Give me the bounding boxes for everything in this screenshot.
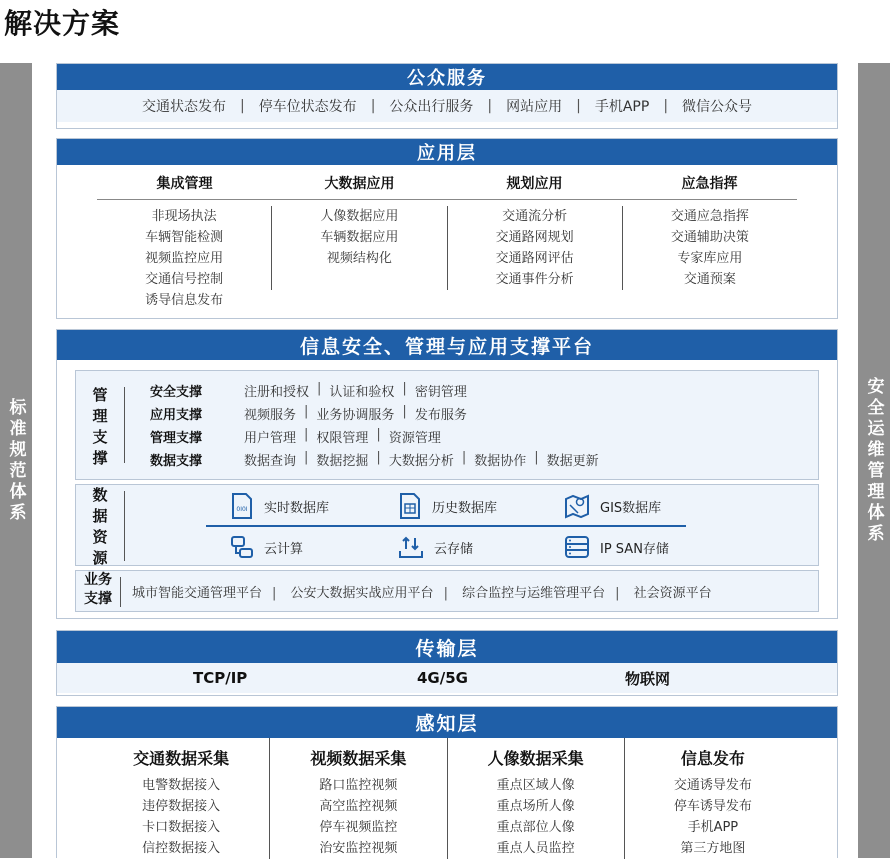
list-item: 视频监控应用 bbox=[145, 251, 224, 266]
business-support-label: 业务支撑 bbox=[84, 572, 112, 607]
list-item: 诱导信息发布 bbox=[145, 293, 224, 308]
list-item: 信控数据接入 bbox=[142, 841, 221, 856]
gis-map-icon bbox=[564, 493, 590, 519]
data-resources-label: 数据资源 bbox=[92, 486, 108, 567]
perception-layer-section bbox=[56, 706, 838, 858]
divider bbox=[124, 387, 125, 463]
security-support-row: 安全支撑 注册和授权 | 认证和验权 | 密钥管理 bbox=[150, 381, 467, 400]
application-column-integrated bbox=[97, 206, 271, 311]
cloud-compute-icon bbox=[230, 535, 254, 559]
transport-item: 物联网 bbox=[625, 669, 671, 688]
list-item: 交通流分析 bbox=[502, 209, 568, 224]
application-column-emergency bbox=[622, 206, 797, 290]
business-support-items: 城市智能交通管理平台 | 公安大数据实战应用平台 | 综合监控与运维管理平台 | 社会资源平台 bbox=[132, 586, 712, 601]
list-item: 交通诱导发布 bbox=[673, 778, 752, 793]
resource-divider-line bbox=[206, 525, 686, 527]
transport-items bbox=[57, 663, 837, 693]
application-column-planning bbox=[447, 206, 622, 290]
list-item: 交通事件分析 bbox=[495, 272, 574, 287]
application-layer-section bbox=[56, 138, 838, 319]
svg-text:0I0I: 0I0I bbox=[236, 506, 248, 513]
list-item: 第三方地图 bbox=[680, 841, 746, 856]
ip-san-item: IP SAN存储 bbox=[564, 535, 669, 559]
application-column-title: 规划应用 bbox=[447, 165, 622, 200]
transport-layer-header: 传输层 bbox=[57, 631, 837, 663]
public-service-header: 公众服务 bbox=[57, 64, 837, 90]
list-item: 重点场所人像 bbox=[496, 799, 575, 814]
application-items bbox=[57, 206, 837, 311]
list-item: 交通辅助决策 bbox=[670, 230, 749, 245]
cloud-compute-item: 云计算 bbox=[230, 535, 303, 559]
list-item: 停车诱导发布 bbox=[673, 799, 752, 814]
security-ops-system-bar bbox=[858, 63, 890, 858]
application-support-row: 应用支撑 视频服务 | 业务协调服务 | 发布服务 bbox=[150, 404, 467, 423]
gis-db-item: GIS数据库 bbox=[564, 493, 661, 519]
list-item: 治安监控视频 bbox=[319, 841, 398, 856]
list-item: 重点人员监控 bbox=[496, 841, 575, 856]
list-item: 人像数据应用 bbox=[320, 209, 399, 224]
public-service-item: 公众出行服务 bbox=[389, 99, 474, 115]
perception-column-traffic: 交通数据采集 电警数据接入 违停数据接入 卡口数据接入 信控数据接入 bbox=[93, 738, 269, 859]
separator: | bbox=[239, 98, 245, 114]
transport-item: 4G/5G bbox=[417, 669, 468, 687]
list-item: 卡口数据接入 bbox=[142, 820, 221, 835]
business-support-box bbox=[75, 570, 819, 612]
perception-layer-header: 感知层 bbox=[57, 707, 837, 738]
public-service-item: 网站应用 bbox=[506, 99, 563, 115]
standards-system-label: 标准规范体系 bbox=[5, 397, 26, 524]
standards-system-bar bbox=[0, 63, 32, 858]
list-item: 停车视频监控 bbox=[319, 820, 398, 835]
management-support-row: 管理支撑 用户管理 | 权限管理 | 资源管理 bbox=[150, 427, 441, 446]
application-column-title: 应急指挥 bbox=[622, 165, 797, 200]
perception-columns bbox=[57, 738, 837, 859]
public-service-item: 手机APP bbox=[594, 99, 650, 115]
realtime-db-item: 0I0I 实时数据库 bbox=[230, 493, 329, 519]
transport-item: TCP/IP bbox=[193, 669, 248, 687]
list-item: 交通路网规划 bbox=[495, 230, 574, 245]
application-column-title: 集成管理 bbox=[97, 165, 272, 200]
management-support-label: 管理支撑 bbox=[92, 386, 108, 467]
public-service-item: 停车位状态发布 bbox=[258, 99, 357, 115]
perception-column-publish: 信息发布 交通诱导发布 停车诱导发布 手机APP 第三方地图 bbox=[624, 738, 801, 859]
application-layer-header: 应用层 bbox=[57, 139, 837, 165]
list-item: 车辆智能检测 bbox=[145, 230, 224, 245]
security-ops-system-label: 安全运维管理体系 bbox=[863, 376, 884, 545]
application-column-titles bbox=[57, 165, 837, 200]
list-item: 交通路网评估 bbox=[495, 251, 574, 266]
divider bbox=[120, 577, 121, 607]
public-service-section bbox=[56, 63, 838, 129]
list-item: 车辆数据应用 bbox=[320, 230, 399, 245]
list-item: 交通预案 bbox=[683, 272, 736, 287]
history-db-item: 历史数据库 bbox=[398, 493, 497, 519]
ip-san-icon bbox=[564, 535, 590, 559]
perception-column-portrait: 人像数据采集 重点区域人像 重点场所人像 重点部位人像 重点人员监控 bbox=[447, 738, 624, 859]
page-title: 解决方案 bbox=[4, 7, 121, 40]
divider bbox=[124, 491, 125, 561]
separator: | bbox=[487, 98, 493, 114]
perception-column-video: 视频数据采集 路口监控视频 高空监控视频 停车视频监控 治安监控视频 bbox=[269, 738, 446, 859]
list-item: 高空监控视频 bbox=[319, 799, 398, 814]
list-item: 交通应急指挥 bbox=[670, 209, 749, 224]
list-item: 手机APP bbox=[687, 820, 739, 835]
application-column-bigdata bbox=[271, 206, 446, 290]
separator: | bbox=[370, 98, 376, 114]
data-support-row: 数据支撑 数据查询 | 数据挖掘 | 大数据分析 | 数据协作 | 数据更新 bbox=[150, 450, 599, 469]
list-item: 重点区域人像 bbox=[496, 778, 575, 793]
data-resources-box bbox=[75, 484, 819, 566]
public-service-item: 交通状态发布 bbox=[141, 99, 226, 115]
list-item: 交通信号控制 bbox=[145, 272, 224, 287]
separator: | bbox=[576, 98, 581, 114]
separator: | bbox=[663, 98, 669, 114]
platform-header: 信息安全、管理与应用支撑平台 bbox=[57, 330, 837, 360]
transport-layer-section bbox=[56, 630, 838, 696]
list-item: 非现场执法 bbox=[151, 209, 217, 224]
list-item: 专家库应用 bbox=[677, 251, 743, 266]
list-item: 视频结构化 bbox=[326, 251, 392, 266]
public-service-items bbox=[57, 90, 837, 122]
list-item: 路口监控视频 bbox=[319, 778, 398, 793]
management-support-box bbox=[75, 370, 819, 480]
realtime-db-icon bbox=[230, 493, 254, 519]
cloud-storage-icon bbox=[398, 535, 424, 559]
list-item: 违停数据接入 bbox=[142, 799, 221, 814]
public-service-item: 微信公众号 bbox=[682, 99, 753, 115]
history-db-icon bbox=[398, 493, 422, 519]
list-item: 重点部位人像 bbox=[496, 820, 575, 835]
list-item: 电警数据接入 bbox=[142, 778, 221, 793]
cloud-storage-item: 云存储 bbox=[398, 535, 473, 559]
platform-section bbox=[56, 329, 838, 619]
application-column-title: 大数据应用 bbox=[272, 165, 447, 200]
